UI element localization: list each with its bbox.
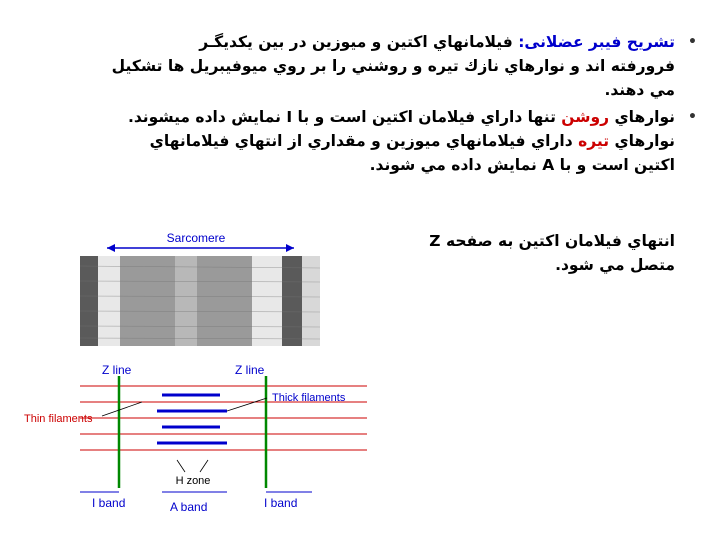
bullet-paragraph-2	[60, 105, 697, 177]
heading-title: تشريح فيبر عضلانى:	[518, 33, 675, 51]
bullet1-line2: فرورفته اند و نوارهاي نازك تيره و روشني را بر روي ميوفيبريل ها تشكيل	[111, 57, 675, 75]
bullet2-l2-after: داراي فيلامانهاي ميوزين و مقداري از انتهاي فيلامانهاي	[149, 132, 573, 150]
micrograph-light-left	[98, 256, 120, 346]
bullet2-line3: اكتين است و با A نمايش داده مي شوند.	[369, 156, 675, 174]
micrograph-hzone	[175, 256, 197, 346]
a-band-label: A band	[170, 500, 208, 514]
micrograph-light-right	[252, 256, 282, 346]
micrograph-aband-right	[197, 256, 252, 346]
bullet2-l2-red: تيره	[578, 132, 610, 150]
bullet-dot-icon: •	[688, 109, 697, 125]
sarcomere-label: Sarcomere	[166, 231, 226, 245]
bullet2-line2	[60, 129, 675, 153]
bullet-paragraph-1	[60, 30, 697, 102]
sarcomere-diagram	[22, 226, 395, 516]
para3-line1: انتهاي فيلامان اكتين به صفحه Z	[429, 232, 675, 250]
thin-filaments-label: Thin filaments	[24, 413, 93, 425]
micrograph	[80, 256, 320, 346]
bullet1-line1	[60, 30, 675, 54]
bullet1-line3: مي دهند.	[604, 81, 675, 99]
paragraph-3	[375, 229, 675, 277]
bullet2-l1-before: نوارهاي	[614, 108, 675, 126]
micrograph-aband-left	[120, 256, 175, 346]
micrograph-dark-right	[282, 256, 302, 346]
text-block	[60, 30, 697, 177]
h-zone-label: H zone	[175, 475, 211, 487]
thick-filaments-label: Thick filaments	[272, 392, 346, 404]
i-band-right-label: I band	[264, 496, 298, 510]
bullet1-line1-text: فيلامانهاي اكتين و ميوزين در بين يكديگـر	[199, 33, 513, 51]
i-band-left-label: I band	[92, 496, 126, 510]
bullet2-l1-red: روشن	[561, 108, 610, 126]
bullet2-l2-before: نوارهاي	[614, 132, 675, 150]
z-line-right-label: Z line	[235, 363, 265, 377]
bullet2-line1	[60, 105, 675, 129]
micrograph-dark-left	[80, 256, 98, 346]
bullet2-l1-after: تنها داراي فيلامان اكتين است و با I نمايش داده ميشوند.	[127, 108, 556, 126]
z-line-left-label: Z line	[102, 363, 132, 377]
bullet-dot-icon: •	[688, 34, 697, 50]
para3-line2: متصل مي شود.	[555, 256, 675, 274]
